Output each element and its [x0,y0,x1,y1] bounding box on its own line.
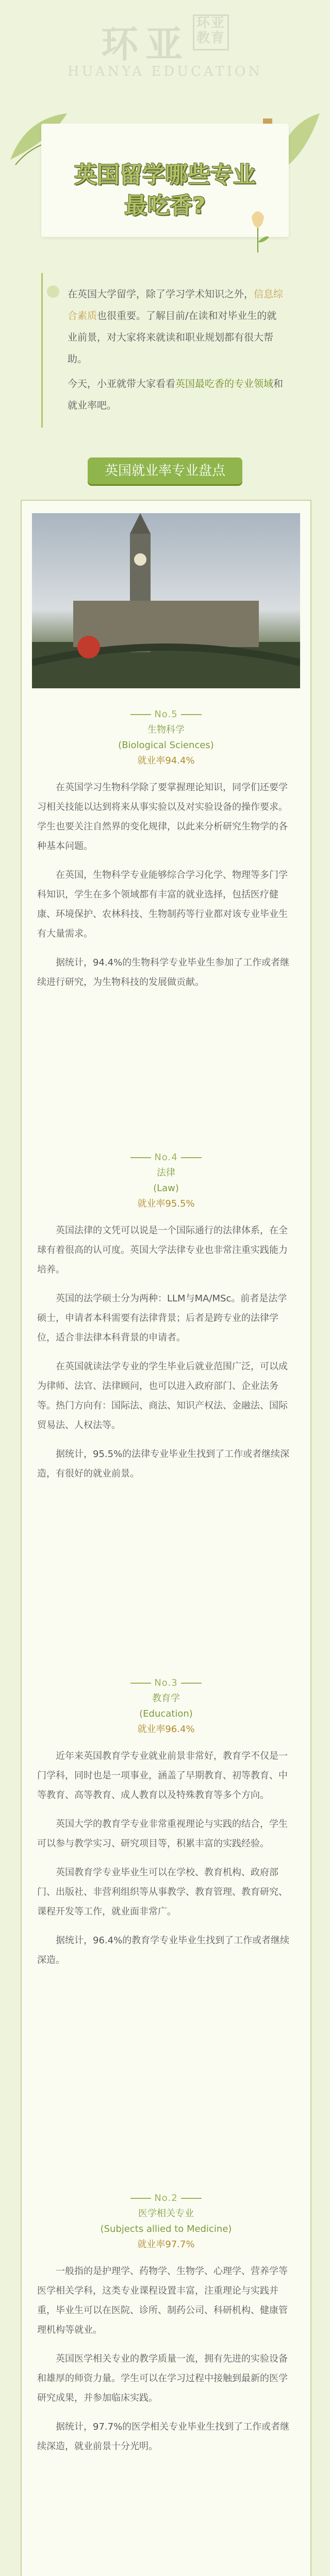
section-paragraph: 英国医学相关专业的教学质量一流，拥有先进的实验设备和雄厚的师资力量。学生可以在学习过程中接触到最新的医学研究成果，并参加临床实践。 [37,2353,288,2403]
title-banner [0,103,330,258]
tulip-icon [242,206,273,252]
title-line-2: 最吃香? [124,193,206,219]
major-name: 法律 [157,1167,175,1178]
section-paragraph: 一般指的是护理学、药物学、生物学、心理学、营养学等医学相关学科，这类专业课程设置丰富，注重理论与实践并重，毕业生可以在医院、诊所、制药公司、科研机构、健康管理机构等就业。 [37,2266,288,2335]
intro-text: 今天，小亚就带大家看看 [68,378,176,389]
section-header [0,443,330,500]
rank-label [37,2191,295,2206]
big-ben-illustration [32,513,300,688]
major-name-en: (Subjects allied to Medicine) [100,2224,232,2234]
header [0,0,330,103]
section-paragraph: 在英国，生物科学专业能够综合学习化学、物理等多门学科知识，学生在多个领域都有丰富的就业选择，包括医疗健康、环境保护、农林科技、生物制药等行业都对该专业毕业生有大量需求。 [37,870,288,939]
intro-highlight: 英国最吃香的专业领域 [175,378,274,389]
section-paragraph: 据统计，94.4%的生物科学专业毕业生参加了工作或者继续进行研究，为生物科技的发展做贡献。 [37,957,290,988]
info-icon [46,284,60,299]
section-paragraph: 英国大学的教育学专业非常重视理论与实践的结合，学生可以参与教学实习、研究项目等，积累丰富的实践经验。 [37,1819,288,1849]
section-paragraph: 在英国就读法学专业的学生毕业后就业范围广泛，可以成为律师、法官、法律顾问，也可以进入政府部门、企业法务等。热门方向有：国际法、商法、知识产权法、金融法、国际贸易法、人权法等。 [37,1361,288,1431]
section-paragraph: 英国的法学硕士分为两种：LLM与MA/MSc。前者是法学硕士，申请者本科需要有法律背景；后者是跨专业的法律学位，适合非法律本科背景的申请者。 [37,1293,287,1343]
section-no3 [37,1675,295,1970]
intro-paragraph-1 [43,273,289,370]
logo-text: 环亚 [101,22,190,66]
rank-number: No.5 [154,709,178,720]
intro-box [41,273,289,428]
employment-rate: 就业率97.7% [137,2239,195,2250]
rank-label [37,707,295,722]
london-photo [32,513,300,688]
intro-text: 也很重要。了解目前/在读和对毕业生的就业前景，对大家将来就读和职业规划都有很大帮助。 [68,310,277,365]
employment-rate: 就业率95.5% [137,1198,195,1209]
section-no4 [37,1150,295,1484]
content-card [21,500,311,2576]
section-paragraph: 在英国学习生物科学除了要掌握理论知识，同学们还要学习相关技能以达到将来从事实验以及对实验设备的操作要求。学生也要关注自然界的变化规律，以此来分析研究生物学的各种基本问题。 [37,782,288,852]
page-title [0,160,330,222]
rank-number: No.2 [154,2193,178,2204]
logo-stamp: 环亚教育 [193,14,229,50]
intro-highlight: 信息综合素质 [68,289,284,321]
employment-rate: 就业率96.4% [137,1724,195,1735]
intro-text: 在英国大学留学，除了学习学术知识之外， [68,289,254,300]
rank-label [37,1675,295,1691]
rank-label [37,1150,295,1165]
major-name-en: (Law) [153,1183,179,1194]
section-paragraph: 据统计，96.4%的教育学专业毕业生找到了工作或者继续深造。 [37,1935,290,1965]
section-title-pill: 英国就业率专业盘点 [88,457,242,484]
section-paragraph: 据统计，97.7%的医学相关专业毕业生找到了工作或者继续深造，就业前景十分光明。 [37,2421,290,2452]
section-paragraph: 英国教育学专业毕业生可以在学校、教育机构、政府部门、出版社、非营利组织等从事教学、教育管理、教育研究、课程开发等工作，就业面非常广。 [37,1867,288,1917]
major-name: 教育学 [152,1693,180,1704]
section-paragraph: 近年来英国教育学专业就业前景非常好，教育学不仅是一门学科，同时也是一项事业，涵盖了早期教育、初等教育、中等教育、高等教育、成人教育以及特殊教育等多个方向。 [37,1751,288,1801]
section-paragraph: 英国法律的文凭可以说是一个国际通行的法律体系，在全球有着很高的认可度。英国大学法律专业也非常注重实践能力培养。 [37,1225,288,1275]
logo-subtitle: HUANYA EDUCATION [67,64,263,79]
rank-number: No.3 [154,1677,178,1688]
employment-rate: 就业率94.4% [137,755,195,766]
major-name-en: (Education) [139,1708,193,1719]
logo [0,14,330,68]
title-line-1: 英国留学哪些专业 [74,162,256,188]
major-name: 医学相关专业 [138,2208,194,2219]
rank-number: No.4 [154,1152,178,1163]
intro-paragraph-2 [43,370,289,416]
major-name-en: (Biological Sciences) [118,740,214,751]
section-no5 [37,707,295,992]
intro-text: 和就业率吧。 [68,378,284,411]
section-no2 [37,2191,295,2456]
major-name: 生物科学 [147,724,185,735]
section-paragraph: 据统计，95.5%的法律专业毕业生找到了工作或者继续深造，有很好的就业前景。 [37,1449,290,1479]
